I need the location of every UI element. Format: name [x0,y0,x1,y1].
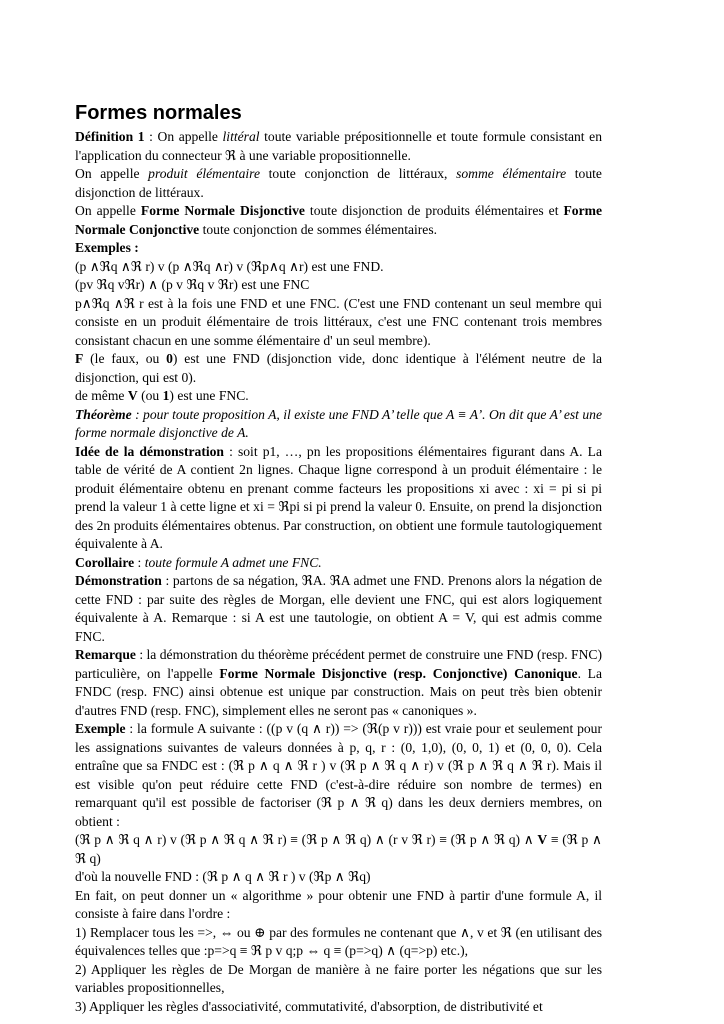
examples-heading: Exemples : [75,240,139,255]
theorem-label: Théorème [75,406,132,422]
example-false: F (le faux, ou 0) est une FND (disjonction vide, donc identique à l'élément neutre de la disjonction, qui est 0). [75,351,602,385]
new-fnd: d'où la nouvelle FND : (ℜ p ∧ q ∧ ℜ r ) v (ℜp ∧ ℜq) [75,869,371,884]
algorithm-step-2: 2) Appliquer les règles de De Morgan de manière à ne faire porter les négations que sur les variables propositionnelles, [75,961,602,995]
theorem: Théorème : pour toute proposition A, il existe une FND A’ telle que A ≡ A’. On dit que A’ est une forme normale disjonctive de A. [75,406,602,440]
algorithm-step-3: 3) Appliquer les règles d'associativité, commutativité, d'absorption, de distributivité et [75,998,543,1014]
example-true: de même V (ou 1) est une FNC. [75,388,249,403]
example-fnd: (p ∧ℜq ∧ℜ r) v (p ∧ℜq ∧r) v (ℜp∧q ∧r) est une FND. [75,258,384,274]
proof-idea: Idée de la démonstration : soit p1, …, pn les propositions élémentaires figurant dans A. La table de vérité de A contient 2n lignes. Chaque ligne correspond à un produit élémentaire : le produit élémentaire obtenu en prenant comme facteurs les propositions xi avec : xi = pi si pi prend la valeur 1 à cette ligne et xi = ℜpi si pi prend la valeur 0. Ensuite, on prend la disjonction des 2n produits élémentaires obtenus. Par construction, on obtient une formule tautologiquement équivalente à A. [75,443,602,551]
remark: Remarque : la démonstration du théorème précédent permet de construire une FND (resp. FNC) particulière, on l'appelle Forme Normale Disjonctive (resp. Conjonctive) Canonique. La FNDC (resp. FNC) ainsi obtenue est unique par construction. Mais on peut très bien obtenir d'autres FND (resp. FNC), simplement elles ne seront pas « canoniques ». [75,647,603,718]
term-litteral: littéral [222,129,260,144]
definition-products: On appelle produit élémentaire toute conjonction de littéraux, somme élémentaire toute disjonction de littéraux. [75,166,602,200]
demonstration: Démonstration : partons de sa négation, ℜA. ℜA admet une FND. Prenons alors la négation de cette FND : par suite des règles de Morgan, elle devient une FNC, qui est alors logiquement équivalente à A. Remarque : si A est une tautologie, on obtient A = V, qui est admis comme FNC. [75,573,602,644]
example-fnc: (pv ℜq vℜr) ∧ (p v ℜq v ℜr) est une FNC [75,277,310,292]
definition-normal-forms: On appelle Forme Normale Disjonctive toute disjonction de produits élémentaires et Forme Normale Conjonctive toute conjonction de sommes élémentaires. [75,203,602,237]
factorization-equation: (ℜ p ∧ ℜ q ∧ r) v (ℜ p ∧ ℜ q ∧ ℜ r) ≡ (ℜ p ∧ ℜ q) ∧ (r v ℜ r) ≡ (ℜ p ∧ ℜ q) ∧ V ≡ (ℜ p ∧ ℜ q) [75,832,602,866]
example-both: p∧ℜq ∧ℜ r est à la fois une FND et une FNC. (C'est une FND contenant un seul membre qui consiste en un produit élémentaire de trois littéraux, c'est une FNC contenant trois membres consistant chacun en une somme élémentaire d' un seul membre). [75,295,602,348]
definition-1: Définition 1 : On appelle littéral toute variable prépositionnelle et toute formule consistant en l'application du connecteur ℜ à une variable propositionnelle. [75,129,602,163]
algorithm-intro: En fait, on peut donner un « algorithme » pour obtenir une FND à partir d'une formule A, il consiste à faire dans l'ordre : [75,887,602,921]
corollary: Corollaire : toute formule A admet une FNC. [75,554,322,570]
algorithm-step-1: 1) Remplacer tous les =>, ⇔ ou ⊕ par des formules ne contenant que ∧, v et ℜ (en utilisant des équivalences telles que :p=>q ≡ ℜ p v q;p ⇔ q ≡ (p=>q) ∧ (q=>p) etc.), [75,924,602,958]
page-title: Formes normales [75,102,242,124]
document-page [75,100,602,1016]
example-section: Exemple : la formule A suivante : ((p v (q ∧ r)) => (ℜ(p v r))) est vraie pour et seulement pour les assignations suivantes de valeurs données à p, q, r : (0, 1,0), (0, 0, 1) et (0, 0, 0). Cela entraîne que sa FNDC est : (ℜ p ∧ q ∧ ℜ r ) v (ℜ p ∧ ℜ q ∧ r) v (ℜ p ∧ ℜ q ∧ ℜ r). Mais il est visible qu'on peut réduire cette FND (c'est-à-dire réduire son nombre de termes) en remarquant qu'il est possible de factoriser (ℜ p ∧ ℜ q) dans les deux derniers membres, on obtient : [75,721,602,829]
definition-label: Définition 1 [75,129,145,144]
